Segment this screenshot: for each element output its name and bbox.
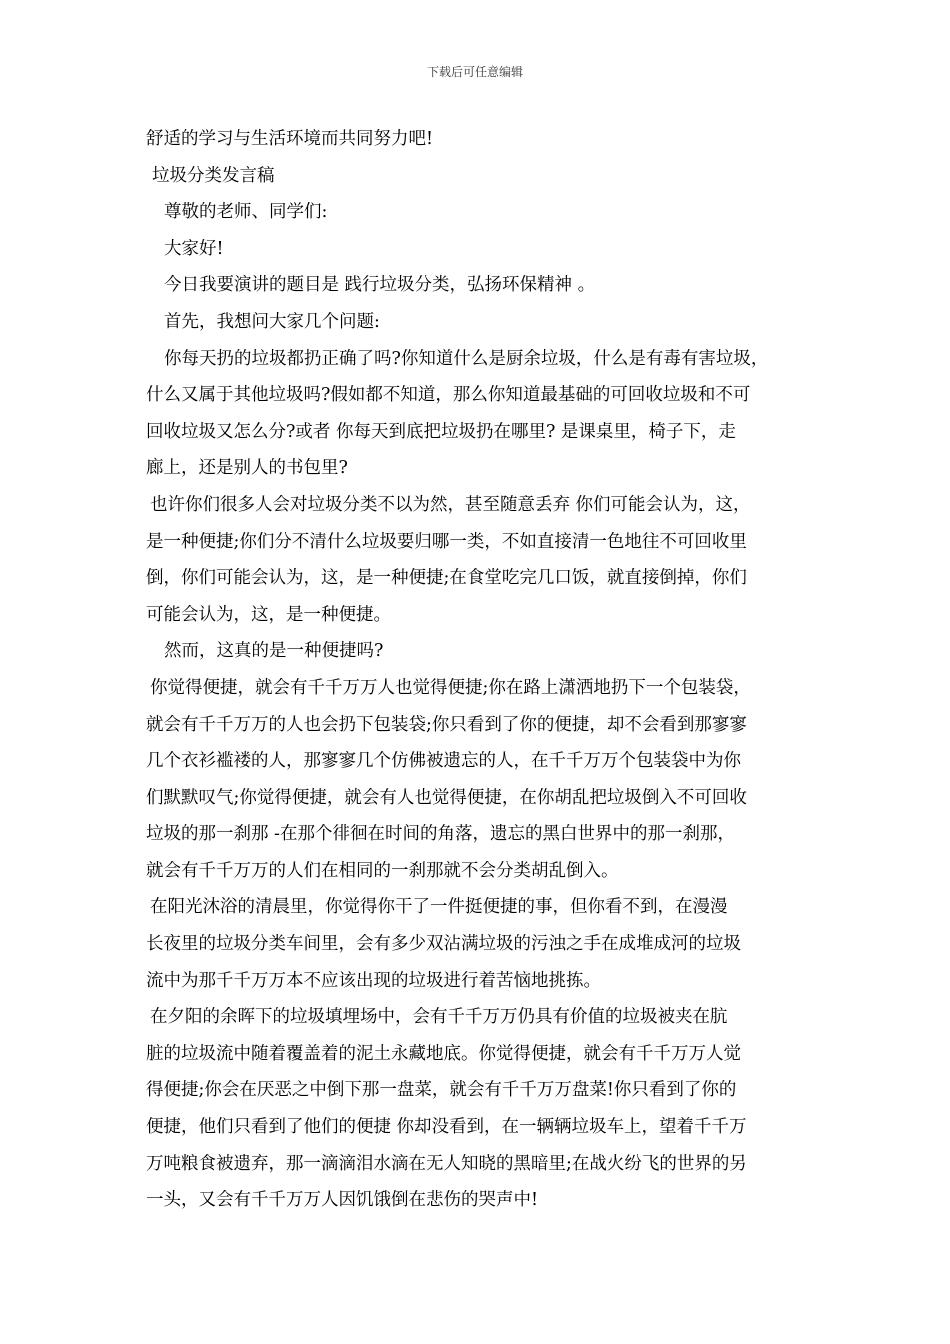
text-line: 然而，这真的是一种便捷吗? (164, 641, 384, 662)
text-line: 倒，你们可能会认为，这，是一种便捷;在食堂吃完几口饭，就直接倒掉，你们 (146, 568, 747, 589)
text-line: 就会有千千万万的人们在相同的一刹那就不会分类胡乱倒入。 (146, 860, 619, 881)
text-line: 在阳光沐浴的清晨里，你觉得你干了一件挺便捷的事，但你看不到，在漫漫 (150, 897, 728, 918)
text-line: 今日我要演讲的题目是 践行垃圾分类，弘扬环保精神 。 (164, 275, 596, 296)
text-line: 们默默叹气;你觉得便捷，就会有人也觉得便捷，在你胡乱把垃圾倒入不可回收 (146, 787, 747, 808)
text-line: 脏的垃圾流中随着覆盖着的泥土永藏地底。你觉得便捷，就会有千千万万人觉 (146, 1043, 741, 1064)
text-line: 就会有千千万万的人也会扔下包装袋;你只看到了你的便捷，却不会看到那寥寥 (146, 714, 747, 735)
text-line: 什么又属于其他垃圾吗?假如都不知道，那么你知道最基础的可回收垃圾和不可 (146, 385, 751, 406)
text-line: 舒适的学习与生活环境而共同努力吧! (146, 129, 434, 149)
text-line: 便捷，他们只看到了他们的便捷 你却没看到，在一辆辆垃圾车上，望着千千万 (146, 1117, 747, 1138)
text-line: 一头，又会有千千万万人因饥饿倒在悲伤的哭声中! (146, 1190, 539, 1211)
text-line: 你觉得便捷，就会有千千万万人也觉得便捷;你在路上潇洒地扔下一个包装袋， (150, 677, 751, 698)
document-title: 垃圾分类发言稿 (152, 165, 275, 186)
text-line: 可能会认为，这，是一种便捷。 (146, 604, 391, 625)
text-line: 是一种便捷;你们分不清什么垃圾要归哪一类，不如直接清一色地往不可回收里 (146, 531, 747, 552)
text-line: 流中为那千千万万本不应该出现的垃圾进行着苦恼地挑拣。 (146, 970, 601, 991)
text-line: 廊上，还是别人的书包里? (146, 458, 348, 479)
text-line: 垃圾的那一刹那 -在那个徘徊在时间的角落，遗忘的黑白世界中的那一刹那， (146, 824, 735, 845)
text-line: 几个衣衫褴褛的人，那寥寥几个仿佛被遗忘的人，在千千万万个包装袋中为你 (146, 751, 741, 772)
text-line: 万吨粮食被遗弃，那一滴滴泪水滴在无人知晓的黑暗里;在战火纷飞的世界的另 (146, 1153, 747, 1174)
text-line: 长夜里的垃圾分类车间里，会有多少双沾满垃圾的污浊之手在成堆成河的垃圾 (146, 934, 741, 955)
text-line: 首先，我想问大家几个问题: (164, 311, 380, 332)
salutation: 尊敬的老师、同学们: (164, 202, 328, 223)
text-line: 在夕阳的余晖下的垃圾填埋场中，会有千千万万仍具有价值的垃圾被夹在肮 (150, 1007, 728, 1028)
page-header: 下载后可任意编辑 (426, 65, 523, 79)
text-line: 得便捷;你会在厌恶之中倒下那一盘菜，就会有千千万万盘菜!你只看到了你的 (146, 1080, 737, 1101)
text-line: 你每天扔的垃圾都扔正确了吗?你知道什么是厨余垃圾，什么是有毒有害垃圾， (164, 348, 769, 369)
greeting: 大家好! (164, 238, 224, 259)
document-body (146, 121, 816, 1219)
text-line: 回收垃圾又怎么分?或者 你每天到底把垃圾扔在哪里? 是课桌里，椅子下，走 (146, 421, 736, 442)
text-line: 也许你们很多人会对垃圾分类不以为然，甚至随意丢弃 你们可能会认为，这， (150, 494, 751, 515)
